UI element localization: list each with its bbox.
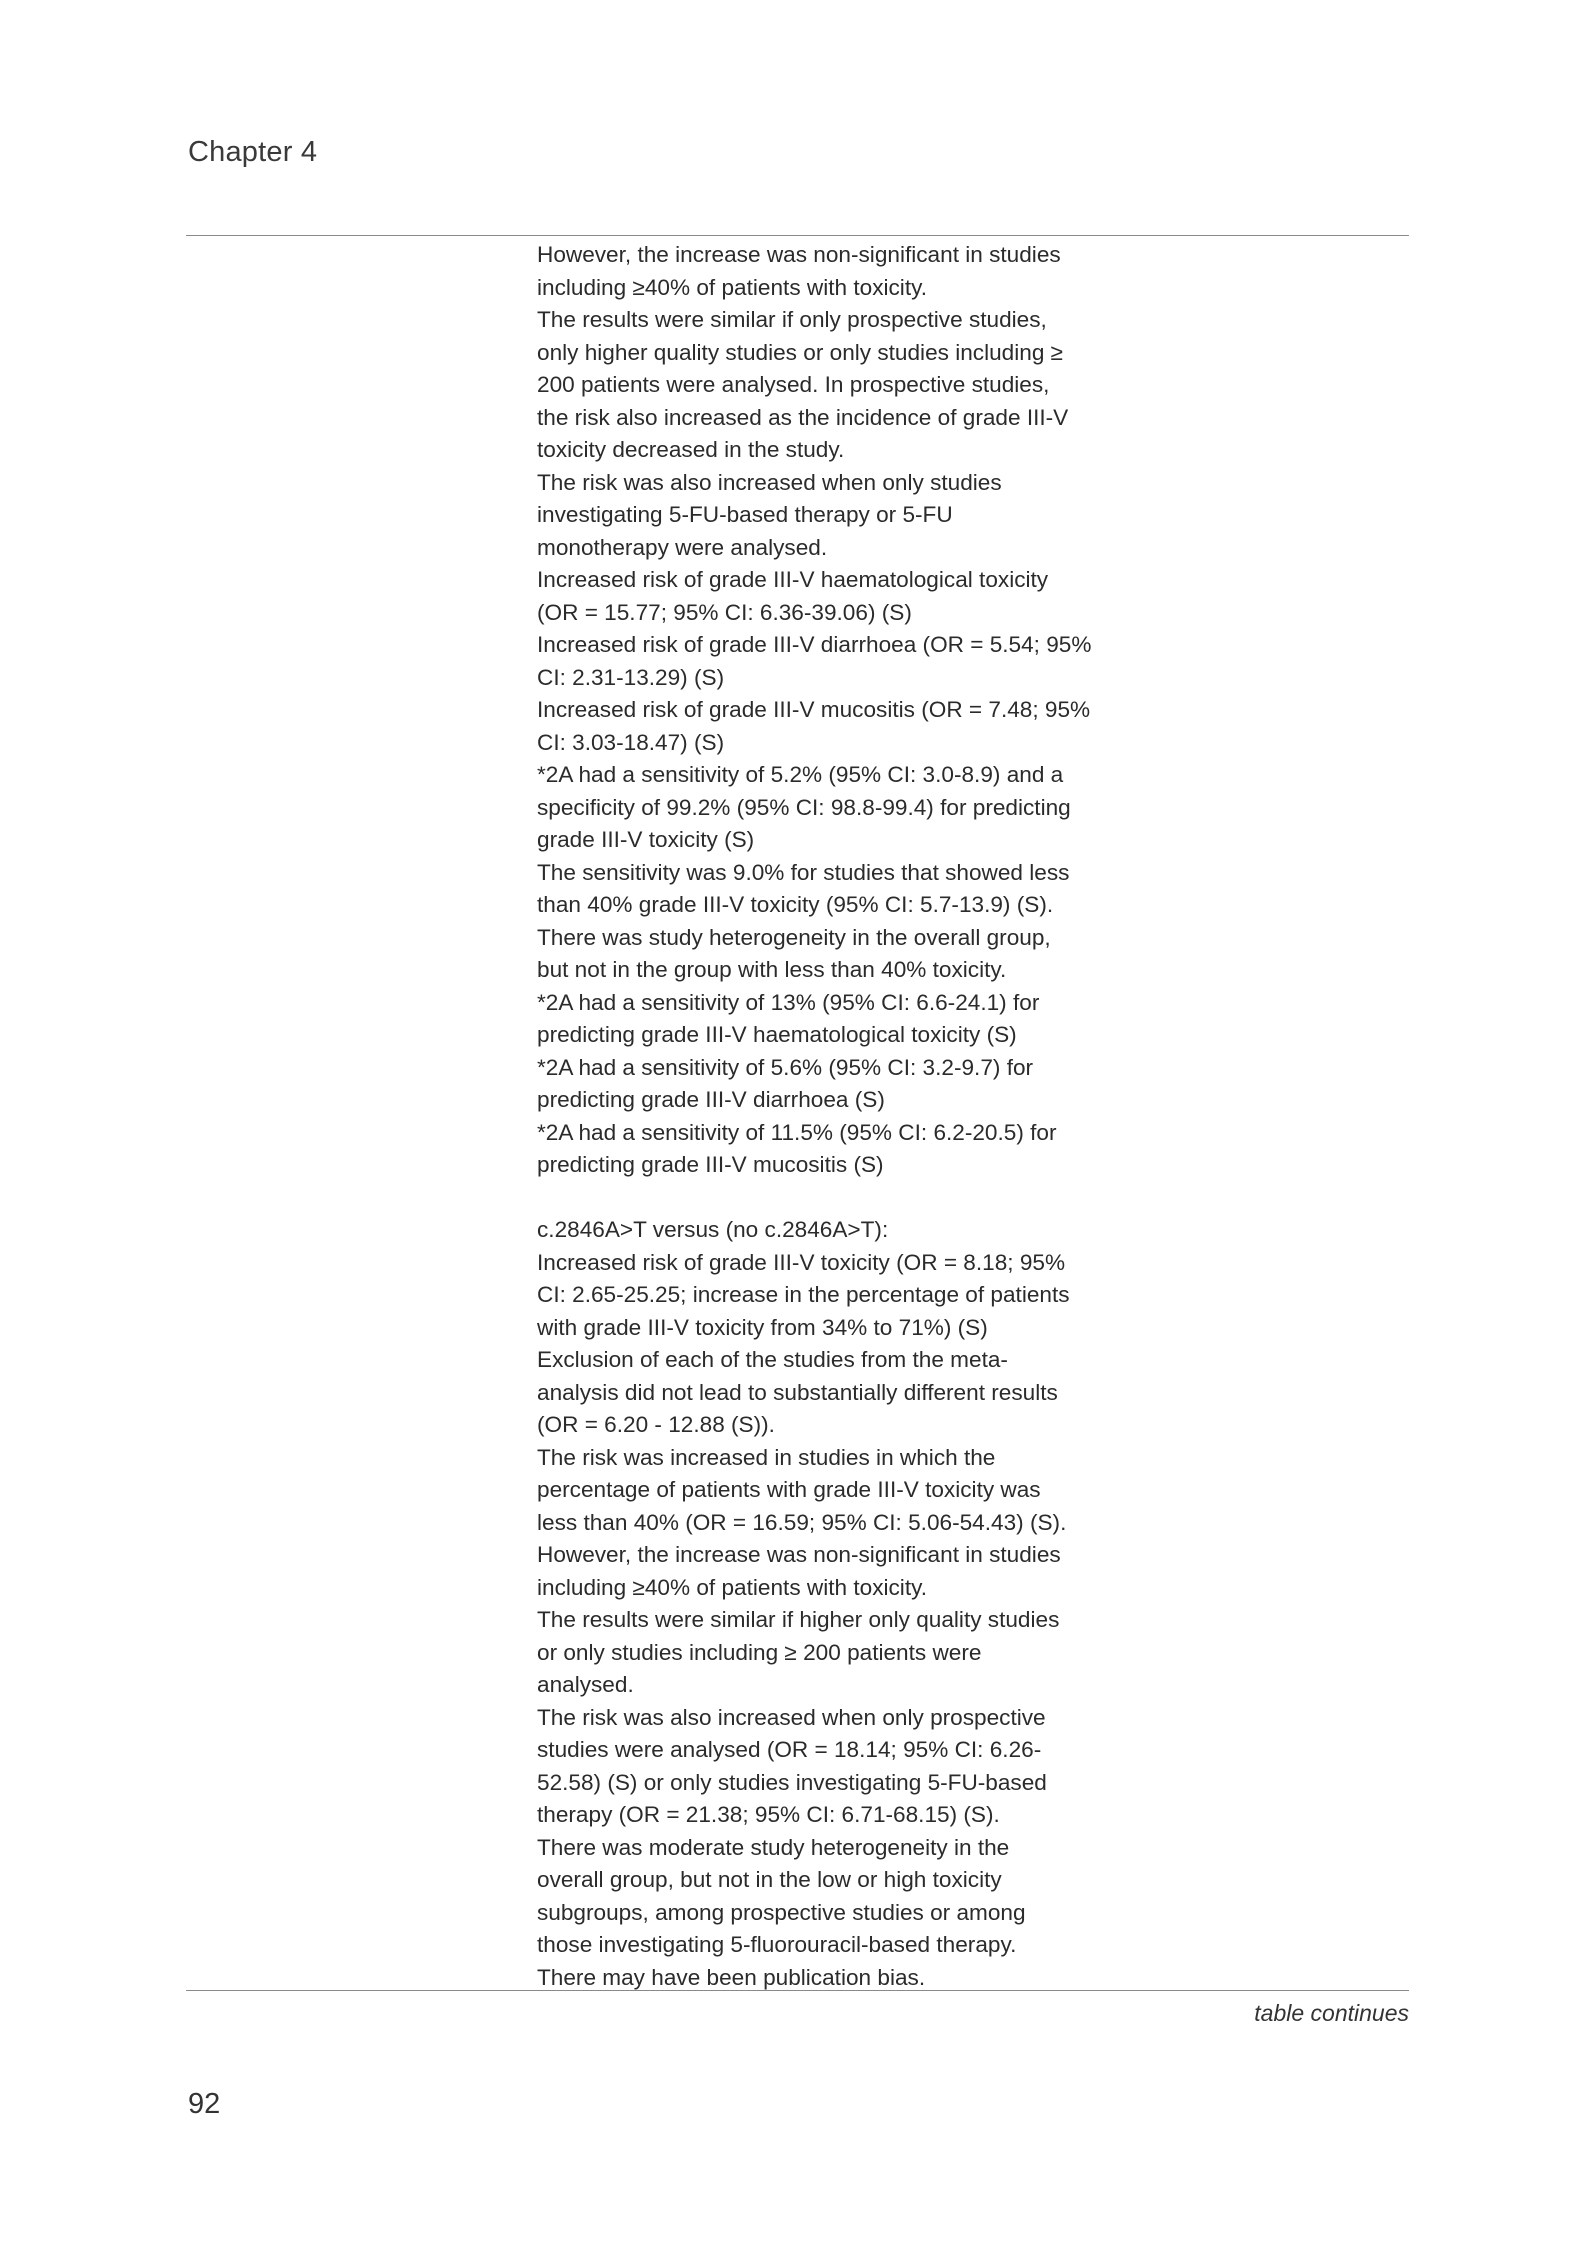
text-line: The results were similar if higher only quality studies [537, 1607, 1060, 1632]
text-line: percentage of patients with grade III-V toxicity was [537, 1477, 1041, 1502]
text-line: The sensitivity was 9.0% for studies that showed less [537, 859, 1070, 885]
text-line: Increased risk of grade III-V toxicity (OR = 8.18; 95% [537, 1249, 1066, 1275]
text-line: There was moderate study heterogeneity in the [537, 1834, 1010, 1860]
text-line: The results were similar if only prospective studies, [537, 307, 1047, 332]
text-line: analysis did not lead to substantially different results [537, 1379, 1058, 1405]
text-line: *2A had a sensitivity of 5.2% (95% CI: 3.0-8.9) and a [537, 762, 1064, 787]
text-line: 200 patients were analysed. In prospective studies, [537, 372, 1050, 397]
text-line: including ≥40% of patients with toxicity. [537, 1574, 927, 1600]
text-line: but not in the group with less than 40% toxicity. [537, 957, 1007, 982]
text-line: overall group, but not in the low or high toxicity [537, 1867, 1002, 1892]
text-line: (OR = 6.20 - 12.88 (S)). [537, 1412, 775, 1437]
text-line: *2A had a sensitivity of 5.6% (95% CI: 3.2-9.7) for [537, 1054, 1034, 1080]
text-line: The risk was also increased when only studies [537, 469, 1002, 495]
text-line: predicting grade III-V diarrhoea (S) [537, 1087, 885, 1112]
text-line: *2A had a sensitivity of 11.5% (95% CI: 6.2-20.5) for [537, 1119, 1057, 1145]
text-line: Increased risk of grade III-V diarrhoea (OR = 5.54; 95% [537, 632, 1092, 657]
text-line: than 40% grade III-V toxicity (95% CI: 5.7-13.9) (S). [537, 892, 1054, 917]
text-line: CI: 2.31-13.29) (S) [537, 664, 725, 690]
text-line: (OR = 15.77; 95% CI: 6.36-39.06) (S) [537, 599, 912, 625]
text-line: There may have been publication bias. [537, 1964, 926, 1990]
blank-line [537, 1182, 1137, 1215]
text-line: The risk was increased in studies in which the [537, 1444, 996, 1470]
text-line: studies were analysed (OR = 18.14; 95% CI: 6.26- [537, 1737, 1042, 1762]
text-line: less than 40% (OR = 16.59; 95% CI: 5.06-54.43) (S). [537, 1509, 1067, 1535]
chapter-header: Chapter 4 [188, 136, 318, 168]
text-line: therapy (OR = 21.38; 95% CI: 6.71-68.15) (S). [537, 1802, 1000, 1827]
text-line: 52.58) (S) or only studies investigating 5-FU-based [537, 1769, 1047, 1795]
text-line: However, the increase was non-significant in studies [537, 1542, 1061, 1567]
text-line: There was study heterogeneity in the overall group, [537, 924, 1051, 950]
text-line: *2A had a sensitivity of 13% (95% CI: 6.6-24.1) for [537, 989, 1040, 1015]
text-line: Increased risk of grade III-V mucositis (OR = 7.48; 95% [537, 697, 1091, 722]
text-line: toxicity decreased in the study. [537, 437, 845, 462]
page-number: 92 [188, 2088, 221, 2120]
table-continues-note: table continues [1254, 2000, 1409, 2026]
text-line: including ≥40% of patients with toxicity. [537, 274, 927, 300]
text-line: only higher quality studies or only studies including ≥ [537, 339, 1064, 365]
text-line: with grade III-V toxicity from 34% to 71%) (S) [537, 1314, 988, 1340]
text-line: monotherapy were analysed. [537, 534, 828, 560]
text-line: Increased risk of grade III-V haematological toxicity [537, 567, 1049, 592]
text-line: Exclusion of each of the studies from the meta- [537, 1347, 1008, 1372]
text-line: or only studies including ≥ 200 patients were [537, 1639, 982, 1665]
text-line: predicting grade III-V mucositis (S) [537, 1152, 884, 1177]
table-bottom-rule [186, 1990, 1409, 1991]
text-line: grade III-V toxicity (S) [537, 827, 755, 852]
text-line: analysed. [537, 1672, 634, 1697]
text-line: those investigating 5-fluorouracil-based therapy. [537, 1932, 1017, 1957]
text-line: specificity of 99.2% (95% CI: 98.8-99.4) for predicting [537, 794, 1071, 820]
text-line: the risk also increased as the incidence of grade III-V [537, 404, 1069, 430]
text-line: subgroups, among prospective studies or among [537, 1899, 1026, 1925]
text-line: predicting grade III-V haematological toxicity (S) [537, 1022, 1017, 1047]
text-line: c.2846A>T versus (no c.2846A>T): [537, 1217, 889, 1242]
text-line: The risk was also increased when only prospective [537, 1704, 1046, 1730]
text-line: CI: 2.65-25.25; increase in the percentage of patients [537, 1282, 1070, 1307]
text-line: investigating 5-FU-based therapy or 5-FU [537, 502, 953, 527]
text-line: However, the increase was non-significant in studies [537, 242, 1061, 267]
table-text-column [537, 239, 1137, 1994]
table-top-rule [186, 235, 1409, 236]
text-line: CI: 3.03-18.47) (S) [537, 729, 725, 755]
